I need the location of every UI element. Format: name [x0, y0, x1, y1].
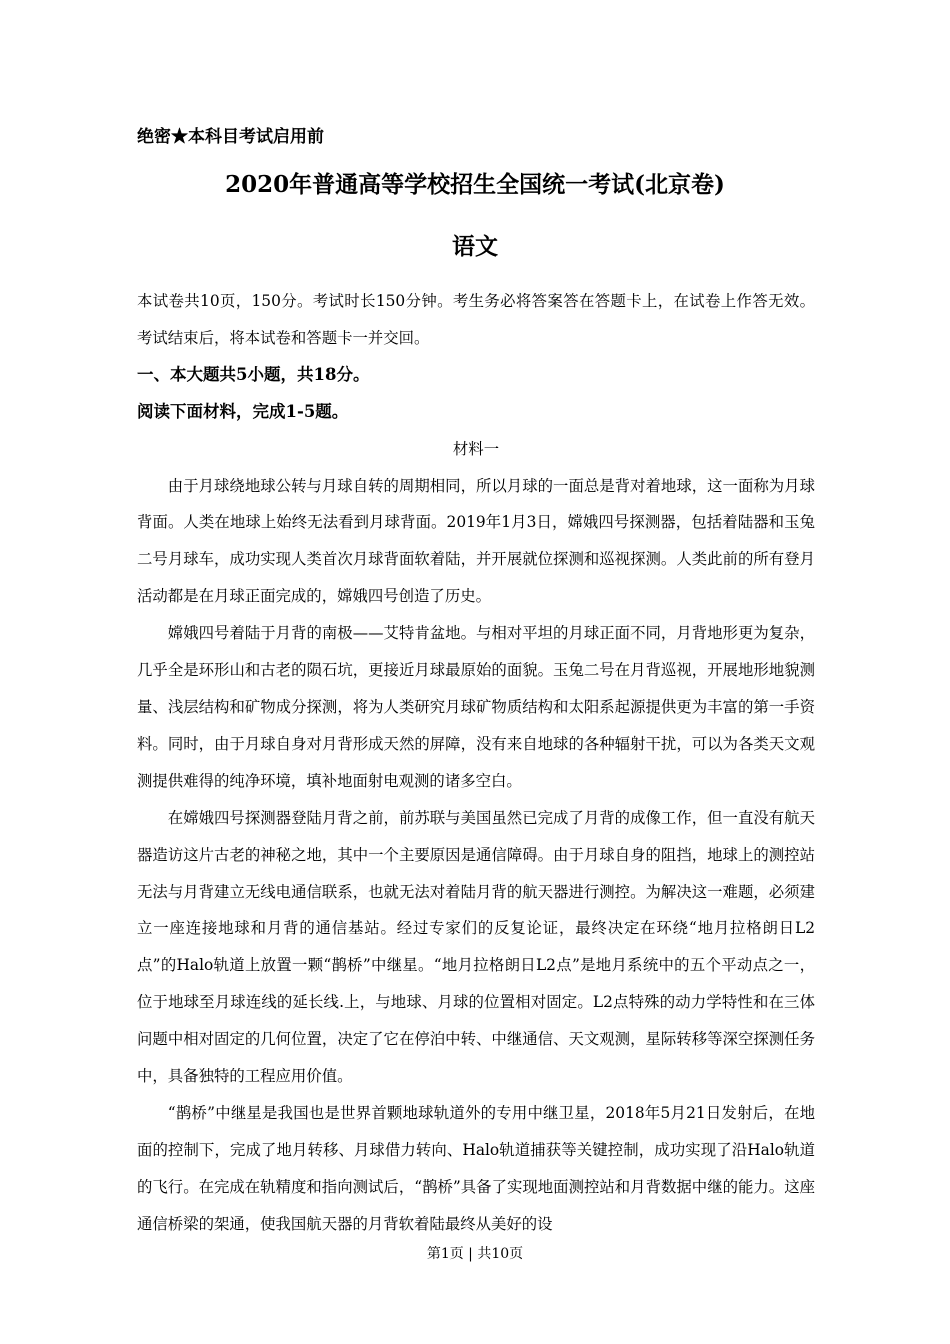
exam-body — [137, 283, 815, 1243]
material-label: 材料一 — [452, 439, 500, 458]
paragraph-1: 由于月球绕地球公转与月球自转的周期相同，所以月球的一面总是背对着地球，这一面称为月球背面。人类在地球上始终无法看到月球背面。2019年1月3日，嫦娥四号探测器，包括着陆器和玉兔二号月球车，成功实现人类首次月球背面软着陆，并开展就位探测和巡视探测。人类此前的所有登月活动都是在月球正面完成的，嫦娥四号创造了历史。 — [137, 476, 815, 606]
page-footer: 第1页 | 共10页 — [426, 1246, 524, 1262]
confidential-mark: 绝密★本科目考试启用前 — [137, 127, 324, 147]
paragraph-3: 在嫦娥四号探测器登陆月背之前，前苏联与美国虽然已完成了月背的成像工作，但一直没有航天器造访这片古老的神秘之地，其中一个主要原因是通信障碍。由于月球自身的阻挡，地球上的测控站无法与月背建立无线电通信联系，也就无法对着陆月背的航天器进行测控。为解决这一难题，必须建立一座连接地球和月背的通信基站。经过专家们的反复论证，最终决定在环绕“地月拉格朗日L2点”的Halo轨道上放置一颗“鹊桥”中继星。“地月拉格朗日L2点”是地月系统中的五个平动点之一，位于地球至月球连线的延长线.上，与地球、月球的位置相对固定。L2点特殊的动力学特性和在三体问题中相对固定的几何位置，决定了它在停泊中转、中继通信、天文观测，星际转移等深空探测任务中，具备独特的工程应用价值。 — [137, 808, 815, 1086]
exam-title: 2020年普通高等学校招生全国统一考试(北京卷) — [225, 171, 725, 198]
instructions: 本试卷共10页，150分。考试时长150分钟。考生务必将答案答在答题卡上，在试卷上作答无效。考试结束后，将本试卷和答题卡一并交回。 — [137, 292, 815, 347]
section-heading: 一、本大题共5小题，共18分。 — [137, 364, 370, 384]
paragraph-2: 嫦娥四号着陆于月背的南极——艾特肯盆地。与相对平坦的月球正面不同，月背地形更为复杂，几乎全是环形山和古老的陨石坑，更接近月球最原始的面貌。玉兔二号在月背巡视，开展地形地貌测量、浅层结构和矿物成分探测，将为人类研究月球矿物质结构和太阳系起源提供更为丰富的第一手资料。同时，由于月球自身对月背形成天然的屏障，没有来自地球的各种辐射干扰，可以为各类天文观测提供难得的纯净环境，填补地面射电观测的诸多空白。 — [137, 624, 815, 790]
section-task: 阅读下面材料，完成1-5题。 — [137, 401, 349, 421]
subject-title: 语文 — [452, 233, 498, 260]
paragraph-4: “鹊桥”中继星是我国也是世界首颗地球轨道外的专用中继卫星，2018年5月21日发射后，在地面的控制下，完成了地月转移、月球借力转向、Halo轨道捕获等关键控制，成功实现了沿Halo轨道的飞行。在完成在轨精度和指向测试后，“鹊桥”具备了实现地面测控站和月背数据中继的能力。这座通信桥梁的架通，使我国航天器的月背软着陆最终从美好的设 — [137, 1103, 815, 1233]
